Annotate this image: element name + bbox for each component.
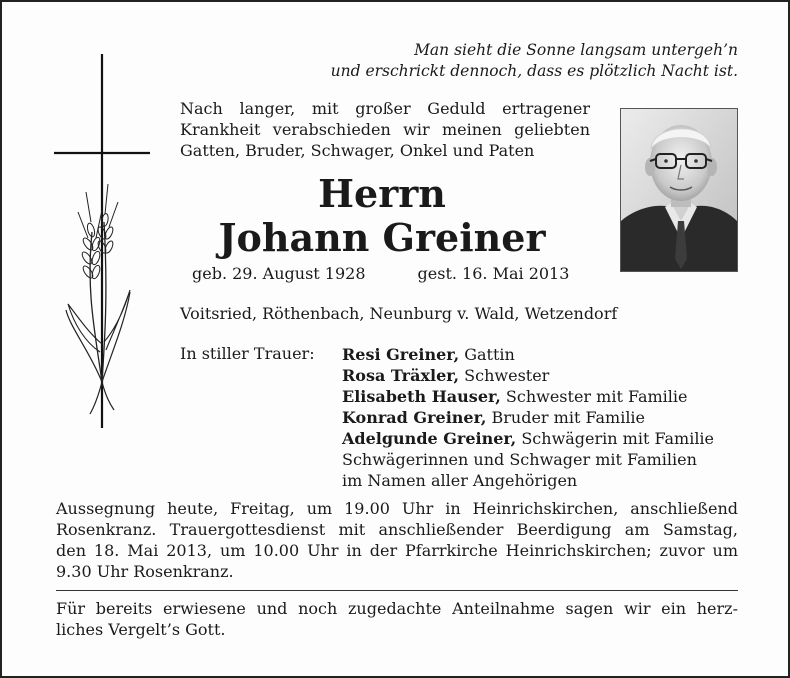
divider: [56, 590, 738, 591]
places: Voitsried, Röthenbach, Neunburg v. Wald, Wetzendorf: [180, 304, 618, 323]
mourners-label: In stiller Trauer:: [180, 344, 315, 363]
service-line: den 18. Mai 2013, um 10.00 Uhr in der Pfarrkirche Heinrichskirchen; zuvor um: [56, 541, 738, 560]
portrait-photo: [620, 108, 738, 272]
life-dates: [192, 264, 569, 284]
mourner-extra: Schwägerinnen und Schwager mit Familien: [342, 450, 697, 469]
mourner-name: Elisabeth Hauser,: [342, 387, 501, 406]
intro-line: Nach langer, mit großer Geduld ertragener: [180, 99, 590, 118]
mourner-relation: Schwester: [459, 366, 550, 385]
mourner-entry: [342, 428, 714, 449]
mourner-relation: Gattin: [459, 345, 515, 364]
thanks-line: Für bereits erwiesene und noch zugedachte Anteilnahme sagen wir ein herz-: [56, 599, 738, 618]
thanks-text: [56, 598, 738, 640]
service-line: Aussegnung heute, Freitag, um 19.00 Uhr in Heinrichskirchen, anschließend: [56, 499, 738, 518]
mourner-relation: Schwester mit Familie: [500, 387, 688, 406]
mourner-name: Adelgunde Greiner,: [342, 429, 517, 448]
mourner-entry: [342, 407, 714, 428]
service-line: 9.30 Uhr Rosenkranz.: [56, 562, 234, 581]
mourner-name: Konrad Greiner,: [342, 408, 487, 427]
verse-line: Man sieht die Sonne langsam untergeh’n: [414, 41, 738, 59]
mourners-list: [342, 344, 714, 491]
cross-with-wheat-icon: [50, 52, 154, 432]
salutation: Herrn: [318, 171, 446, 216]
mourner-entry: [342, 365, 714, 386]
service-line: Rosenkranz. Trauergottesdienst mit anschließender Beerdigung am Samstag,: [56, 520, 738, 539]
mourner-name: Rosa Träxler,: [342, 366, 460, 385]
mourner-extra: im Namen aller Angehörigen: [342, 471, 578, 490]
mourner-relation: Bruder mit Familie: [486, 408, 646, 427]
service-details: [56, 498, 738, 582]
deceased-name: Johann Greiner: [218, 215, 546, 260]
verse: [252, 40, 738, 82]
intro-line: Krankheit verabschieden wir meinen geliebten: [180, 120, 590, 139]
birth-date: geb. 29. August 1928: [192, 264, 366, 283]
mourner-entry: [342, 344, 714, 365]
mourner-relation: Schwägerin mit Familie: [516, 429, 715, 448]
verse-line: und erschrickt dennoch, dass es plötzlich Nacht ist.: [330, 62, 738, 80]
intro-line: Gatten, Bruder, Schwager, Onkel und Paten: [180, 141, 535, 160]
intro-text: [180, 98, 590, 161]
mourner-entry: [342, 386, 714, 407]
death-date: gest. 16. Mai 2013: [417, 264, 570, 283]
thanks-line: liches Vergelt’s Gott.: [56, 620, 226, 639]
deceased-name-block: [152, 172, 612, 260]
mourner-name: Resi Greiner,: [342, 345, 460, 364]
